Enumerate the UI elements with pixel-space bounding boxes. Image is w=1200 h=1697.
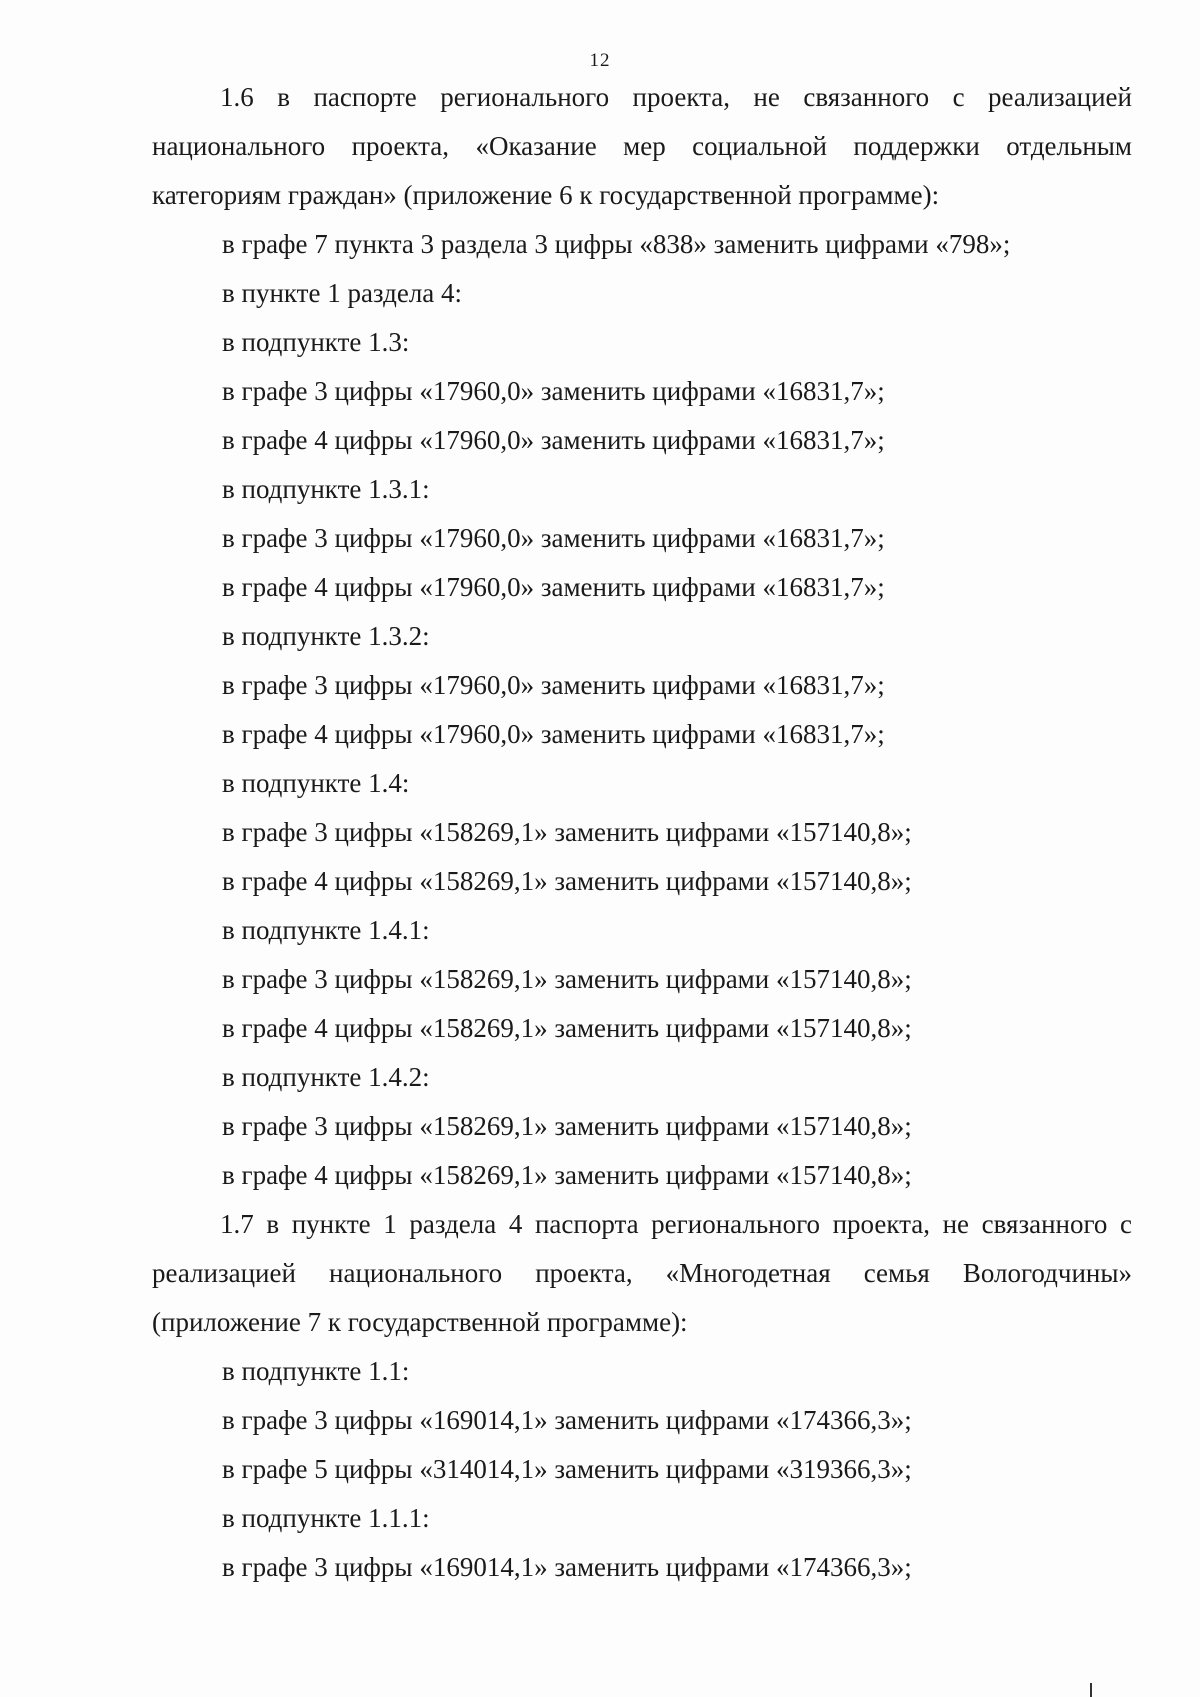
amendment-line: в графе 3 цифры «158269,1» заменить цифрами «157140,8»;	[222, 964, 912, 994]
paragraph-1-7: 1.7 в пункте 1 раздела 4 паспорта регионального проекта, не связанного с реализацией национального проекта, «Многодетная семья Вологодчины» (приложение 7 к государственной программе):	[152, 1209, 1132, 1337]
subitem-heading-line: в подпункте 1.3:	[222, 327, 410, 357]
subitem-heading-line: в подпункте 1.4.1:	[222, 915, 430, 945]
subitem-heading-line: в подпункте 1.4:	[222, 768, 410, 798]
amendment-line: в графе 4 цифры «17960,0» заменить цифрами «16831,7»;	[222, 719, 885, 749]
amendment-line: в графе 3 цифры «169014,1» заменить цифрами «174366,3»;	[222, 1552, 912, 1582]
amendment-line: в графе 3 цифры «17960,0» заменить цифрами «16831,7»;	[222, 523, 885, 553]
amendment-line: в графе 3 цифры «158269,1» заменить цифрами «157140,8»;	[222, 1111, 912, 1141]
subitem-heading-line: в подпункте 1.3.1:	[222, 474, 430, 504]
scan-edge-mark	[1090, 1683, 1092, 1697]
amendment-line: в графе 4 цифры «158269,1» заменить цифрами «157140,8»;	[222, 866, 912, 896]
paragraph-1-6: 1.6 в паспорте регионального проекта, не связанного с реализацией национального проекта, «Оказание мер социальной поддержки отдельным категориям граждан» (приложение 6 к государственной программе):	[152, 82, 1132, 210]
subitem-heading-line: в подпункте 1.3.2:	[222, 621, 430, 651]
amendment-line: в графе 3 цифры «17960,0» заменить цифрами «16831,7»;	[222, 376, 885, 406]
document-body	[152, 73, 1132, 1592]
amendment-line: в графе 4 цифры «17960,0» заменить цифрами «16831,7»;	[222, 572, 885, 602]
amendment-line: в графе 7 пункта 3 раздела 3 цифры «838» заменить цифрами «798»;	[222, 229, 1011, 259]
subitem-heading-line: в подпункте 1.1:	[222, 1356, 410, 1386]
page-number: 12	[589, 50, 611, 71]
amendment-line: в графе 4 цифры «158269,1» заменить цифрами «157140,8»;	[222, 1013, 912, 1043]
amendment-line: в графе 4 цифры «158269,1» заменить цифрами «157140,8»;	[222, 1160, 912, 1190]
amendment-line: в графе 5 цифры «314014,1» заменить цифрами «319366,3»;	[222, 1454, 912, 1484]
section-heading-line: в пункте 1 раздела 4:	[222, 278, 463, 308]
subitem-heading-line: в подпункте 1.1.1:	[222, 1503, 430, 1533]
amendment-line: в графе 3 цифры «169014,1» заменить цифрами «174366,3»;	[222, 1405, 912, 1435]
amendment-line: в графе 3 цифры «158269,1» заменить цифрами «157140,8»;	[222, 817, 912, 847]
subitem-heading-line: в подпункте 1.4.2:	[222, 1062, 430, 1092]
amendment-line: в графе 3 цифры «17960,0» заменить цифрами «16831,7»;	[222, 670, 885, 700]
amendment-line: в графе 4 цифры «17960,0» заменить цифрами «16831,7»;	[222, 425, 885, 455]
